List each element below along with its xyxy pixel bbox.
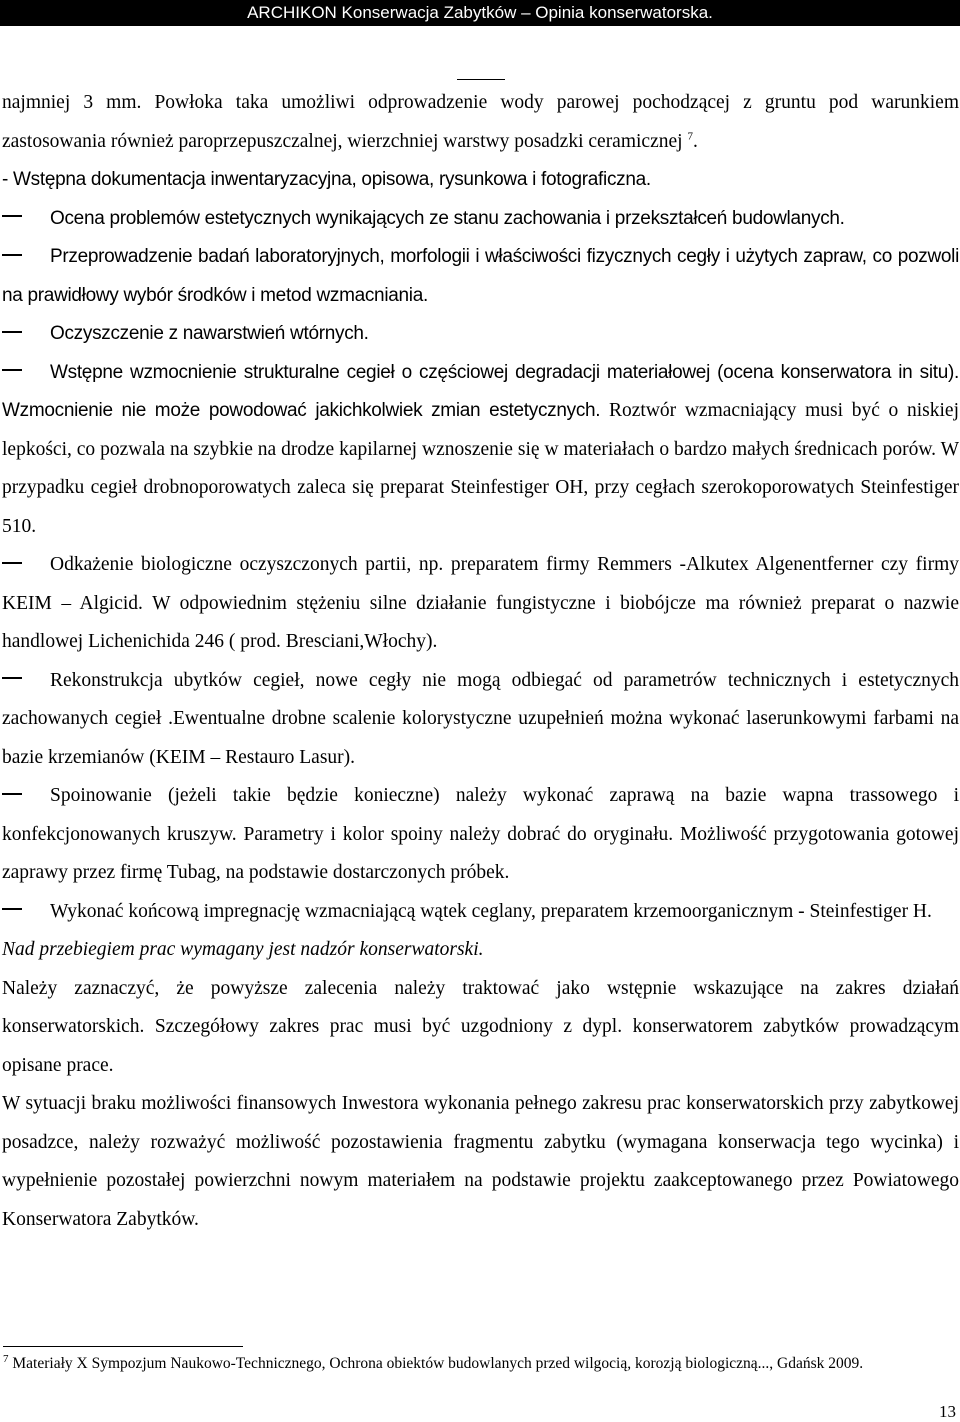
footnote-ref[interactable]: 7 (687, 130, 693, 142)
list-item: Przeprowadzenie badań laboratoryjnych, morfologii i właściwości fizycznych cegły i użytych zapraw, co pozwoli na prawidłowy wybór środków i metod wzmacniania. (2, 238, 959, 315)
dash-bullet (2, 777, 50, 816)
paragraph-1: najmniej 3 mm. Powłoka taka umożliwi odprowadzenie wody parowej pochodzącej z gruntu pod warunkiem zastosowania również paroprzepuszczalnej, wierzchniej warstwy posadzki ceramicznej $^7$. (2, 92, 959, 152)
dash-bullet (2, 546, 50, 585)
dash-bullet (2, 238, 50, 277)
list-item: Oczyszczenie z nawarstwień wtórnych. (2, 315, 959, 354)
supervision-note: Nad przebiegiem prac wymagany jest nadzór konserwatorski. (2, 939, 484, 960)
list-item: Odkażenie biologiczne oczyszczonych partii, np. preparatem firmy Remmers -Alkutex Algenentferner czy firmy KEIM – Algicid. W odpowiednim stężeniu silne działanie fungistyczne i biobójcze ma również preparat o nazwie handlowej Lichenichida 246 ( prod. Bresciani,Włochy). (2, 546, 959, 662)
list-item: Ocena problemów estetycznych wynikających ze stanu zachowania i przekształceń budowlanych. (2, 200, 959, 239)
footnote-divider (3, 1346, 243, 1347)
list-item: Spoinowanie (jeżeli takie będzie konieczne) należy wykonać zaprawą na bazie wapna trassowego i konfekcjonowanych kruszyw. Parametry i kolor spoiny należy dobrać do oryginału. Możliwość przygotowania gotowej zaprawy przez firmę Tubag, na podstawie dostarczonych próbek. (2, 777, 959, 893)
page-number: 13 (939, 1402, 956, 1421)
footnote: $^7$ Materiały X Sympozjum Naukowo-Technicznego, Ochrona obiektów budowlanych przed wilgocią, korozją biologiczną..., Gdańsk 2009. (3, 1352, 864, 1372)
dash-bullet (2, 662, 50, 701)
list-item: Rekonstrukcja ubytków cegieł, nowe cegły nie mogą odbiegać od parametrów technicznych i estetycznych zachowanych cegieł .Ewentualne drobne scalenie kolorystyczne uzupełnień można wykonać laserunkowymi farbami na bazie krzemianów (KEIM – Restauro Lasur). (2, 662, 959, 778)
list-item: Wstępne wzmocnienie strukturalne cegieł o częściowej degradacji materiałowej (ocena konserwatora in situ). Wzmocnienie nie może powodować jakichkolwiek zmian estetycznych. Roztwór wzmacniający musi być o niskiej lepkości, co pozwala na szybkie na drodze kapilarnej wznoszenie się w materiałach o bardzo małych średnicach porów. W przypadku cegieł drobnoporowatych zaleca się preparat Steinfestiger OH, przy cegłach szerokoporowatych Steinfestiger 510. (2, 354, 959, 547)
dash-bullet (2, 315, 50, 354)
paragraph-financial: W sytuacji braku możliwości finansowych Inwestora wykonania pełnego zakresu prac konserwatorskich przy zabytkowej posadzce, należy rozważyć możliwość pozostawienia fragmentu zabytku (wymagana konserwacja tego wycinka) i wypełnienie pozostałej powierzchni nowym materiałem na podstawie projektu zaakceptowanego przez Powiatowego Konserwatora Zabytków. (2, 1093, 959, 1230)
list-item: Wykonać końcową impregnację wzmacniającą wątek ceglany, preparatem krzemoorganicznym - Steinfestiger H. (2, 893, 959, 932)
dash-bullet (2, 200, 50, 239)
dash-bullet (2, 354, 50, 393)
divider (457, 79, 505, 80)
paragraph-note: Należy zaznaczyć, że powyższe zalecenia należy traktować jako wstępnie wskazujące na zakres działań konserwatorskich. Szczegółowy zakres prac musi być uzgodniony z dypl. konserwatorem zabytków prowadzącym opisane prace. (2, 977, 959, 1076)
dash-bullet (2, 893, 50, 932)
document-body (2, 84, 959, 1239)
paragraph-2: - Wstępna dokumentacja inwentaryzacyjna, opisowa, rysunkowa i fotograficzna. (2, 169, 651, 190)
page-header: ARCHIKON Konserwacja Zabytków – Opinia konserwatorska. (0, 0, 960, 26)
